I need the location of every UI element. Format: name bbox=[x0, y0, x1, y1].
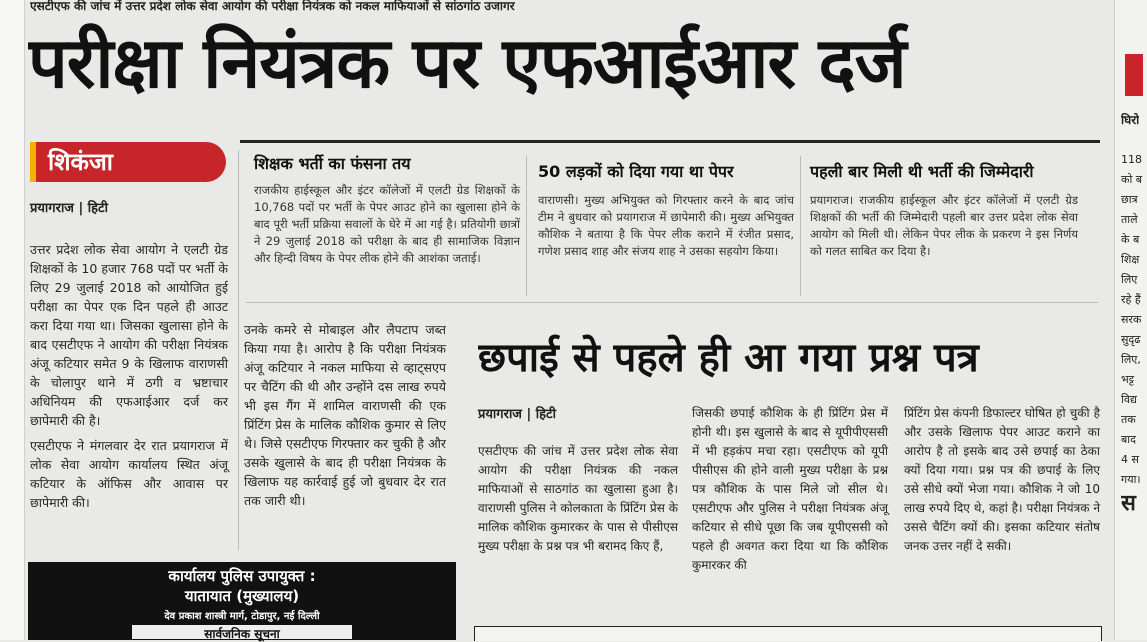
right-page-edge bbox=[1114, 0, 1147, 640]
right-strip-line: सरक bbox=[1121, 313, 1142, 326]
sub-column-1: एसटीएफ की जांच में उत्तर प्रदेश लोक सेवा आयोग की परीक्षा नियंत्रक की नकल माफियाओं से साठगांठ का खुलासा हुआ है। वाराणसी पुलिस ने कोलकाता के प्रिंटिंग प्रेस के मालिक कौशिक कुमारकर के पास से पीसीएस मुख्य परीक्षा के प्रश्न पत्र भी बरामद किए हैं, bbox=[478, 444, 678, 553]
left-page-edge bbox=[0, 0, 25, 640]
right-strip-line: को ब bbox=[1121, 173, 1143, 186]
box-3-heading: पहली बार मिली थी भर्ती की जिम्मेदारी bbox=[810, 162, 1034, 181]
left-byline: प्रयागराज | हिटी bbox=[30, 201, 108, 216]
box-divider-2 bbox=[800, 156, 801, 296]
right-strip-line: शिक्ष bbox=[1121, 253, 1140, 266]
police-notice-ad bbox=[28, 562, 456, 640]
sub-column-2: जिसकी छपाई कौशिक के ही प्रिंटिंग प्रेस में होनी थी। इस खुलासे के बाद से यूपीपीएससी में भी हड़कंप मचा रहा। एसटीएफ को यूपी पीसीएस की होने वाली मुख्य परीक्षा के प्रश्न पत्र कौशिक के पास मिले जो सील थे। एसटीएफ और पुलिस ने परीक्षा नियंत्रक अंजू कटियार से सीधे पूछा कि जब यूपीएससी को पहले ही अवगत करा दिया था कि कौशिक कुमारकर की bbox=[692, 406, 888, 572]
right-strip-line: तक bbox=[1121, 413, 1136, 426]
sub-byline: प्रयागराज | हिटी bbox=[478, 407, 556, 422]
left-column-1 bbox=[30, 240, 228, 512]
boxes-bottom-rule bbox=[246, 302, 1098, 303]
right-strip-line: रहे हैं bbox=[1121, 293, 1141, 306]
headline: परीक्षा नियंत्रक पर एफआईआर दर्ज bbox=[28, 22, 906, 104]
right-strip-line: गया। bbox=[1121, 473, 1141, 486]
right-strip-line: 118 bbox=[1121, 153, 1142, 166]
left-column-1-para-1: उत्तर प्रदेश लोक सेवा आयोग ने एलटी ग्रेड शिक्षकों के 10 हजार 768 पदों पर भर्ती के लिए 29 जुलाई 2018 को आयोजित हुई परीक्षा का पेपर एक दिन पहले ही आउट करा दिया गया था। जिसका खुलासा होने के बाद एसटीएफ ने आयोग की परीक्षा नियंत्रक अंजू कटियार समेत 9 के खिलाफ वाराणसी के चोलापुर थाने में ठगी व भ्रष्टाचार अधिनियम की एफआईआर दर्ज कर छापेमारी की है। bbox=[30, 242, 228, 428]
info-box-3 bbox=[810, 160, 1078, 260]
right-strip-line: स bbox=[1121, 491, 1136, 516]
right-strip-line: के ब bbox=[1121, 233, 1140, 246]
right-strip-line: छात्र bbox=[1121, 193, 1138, 206]
tag-label: शिकंजा bbox=[48, 148, 113, 176]
left-column-1-para-2: एसटीएफ ने मंगलवार देर रात प्रयागराज में लोक सेवा आयोग कार्यालय स्थित अंजू कटियार के ऑफिस और आवास पर छापेमारी की। bbox=[30, 438, 228, 510]
right-strip-line: विद्य bbox=[1121, 393, 1137, 406]
ad-line-1: कार्यालय पुलिस उपायुक्त : bbox=[168, 567, 316, 585]
top-line: एसटीएफ की जांच में उत्तर प्रदेश लोक सेवा आयोग की परीक्षा नियंत्रक को नकल माफियाओं से सांठगांठ उजागर bbox=[30, 0, 515, 12]
right-strip-line: बाद bbox=[1121, 433, 1136, 446]
right-strip-line: 4 स bbox=[1121, 453, 1139, 466]
box-divider-1 bbox=[526, 156, 527, 296]
left-column-2: उनके कमरे से मोबाइल और लैपटाप जब्त किया गया है। आरोप है कि परीक्षा नियंत्रक अंजू कटियार ने नकल माफिया से व्हाट्सएप पर चैटिंग की थी और उन्होंने दस लाख रुपये भी इस गैंग में शामिल वाराणसी की एक प्रिंटिंग प्रेस के मालिक कौशिक कुमार से लिए थे। जिसे एसटीएफ गिरफ्तार कर चुकी है और उसके खुलासे के बाद ही परीक्षा नियंत्रक के खिलाफ यह कार्रवाई हुई जो बुधवार देर रात तक जारी थी। bbox=[244, 322, 446, 508]
right-strip-line: सुदृढ bbox=[1121, 333, 1141, 346]
box-2-heading: 50 लड़कों को दिया गया था पेपर bbox=[538, 162, 734, 181]
box-1-text: राजकीय हाईस्कूल और इंटर कॉलेजों में एलटी ग्रेड शिक्षकों के 10,768 पदों पर भर्ती के पेपर आउट होने का खुलासा होने के बाद पूरी भर्ती प्रक्रिया सवालों के घेरे में आ गई है। प्रतियोगी छात्रों ने 29 जुलाई 2018 को परीक्षा के बाद ही सामाजिक विज्ञान और हिन्दी विषय के पेपर लीक होने की आशंका जताई। bbox=[254, 183, 520, 265]
column-divider bbox=[238, 150, 239, 550]
headline-rule bbox=[240, 140, 1100, 143]
info-box-2 bbox=[538, 160, 794, 260]
ad-line-3: देव प्रकाश शास्त्री मार्ग, टोडापुर, नई दिल्ली bbox=[164, 611, 320, 622]
box-2-text: वाराणसी। मुख्य अभियुक्त को गिरफ्तार करने के बाद जांच टीम ने बुधवार को प्रयागराज में छापेमारी की। मुख्य अभियुक्त कौशिक ने बताया है कि पेपर लीक कराने में रंजीत प्रसाद, गणेश प्रसाद शाह और संजय शाह ने उसका सहयोग किया। bbox=[538, 193, 794, 258]
info-box-1 bbox=[254, 152, 520, 267]
right-strip-lines bbox=[1121, 150, 1147, 518]
right-strip-line: ताले bbox=[1121, 213, 1138, 226]
sub-column-3: प्रिंटिंग प्रेस कंपनी डिफाल्टर घोषित हो चुकी है और उसके खिलाफ पेपर आउट कराने का आरोप है तो इसके बाद उसे छपाई का ठेका क्यों दिया गया। प्रश्न पत्र की छपाई के लिए उसे सीधे क्यों भेजा गया। कौशिक ने जो 10 लाख रुपये दिए थे, कहां है। परीक्षा नियंत्रक ने उससे चैटिंग क्यों की। इसका कटियार संतोष जनक उत्तर नहीं दे सकी। bbox=[904, 406, 1100, 553]
right-strip-line: लिए, bbox=[1121, 353, 1141, 366]
box-3-text: प्रयागराज। राजकीय हाईस्कूल और इंटर कॉलेजों में एलटी ग्रेड शिक्षकों की भर्ती की जिम्मेदारी पहली बार उत्तर प्रदेश लोक सेवा आयोग को मिली थी। लेकिन पेपर लीक के प्रकरण ने इस निर्णय को गलत साबित कर दिया है। bbox=[810, 193, 1078, 258]
right-strip-word: घिरो bbox=[1121, 113, 1140, 127]
tag-accent-bar bbox=[30, 142, 36, 182]
right-strip-line: लिए bbox=[1121, 273, 1138, 286]
section-tag bbox=[30, 142, 226, 182]
right-strip-line: भट्ट bbox=[1121, 373, 1135, 386]
red-tab bbox=[1125, 54, 1143, 96]
box-1-heading: शिक्षक भर्ती का फंसना तय bbox=[254, 154, 411, 173]
bottom-box-edge bbox=[474, 626, 1102, 641]
ad-line-2: यातायात (मुख्यालय) bbox=[184, 587, 300, 605]
ad-line-4: सार्वजनिक सूचना bbox=[132, 625, 352, 639]
sub-headline: छपाई से पहले ही आ गया प्रश्न पत्र bbox=[478, 335, 979, 381]
